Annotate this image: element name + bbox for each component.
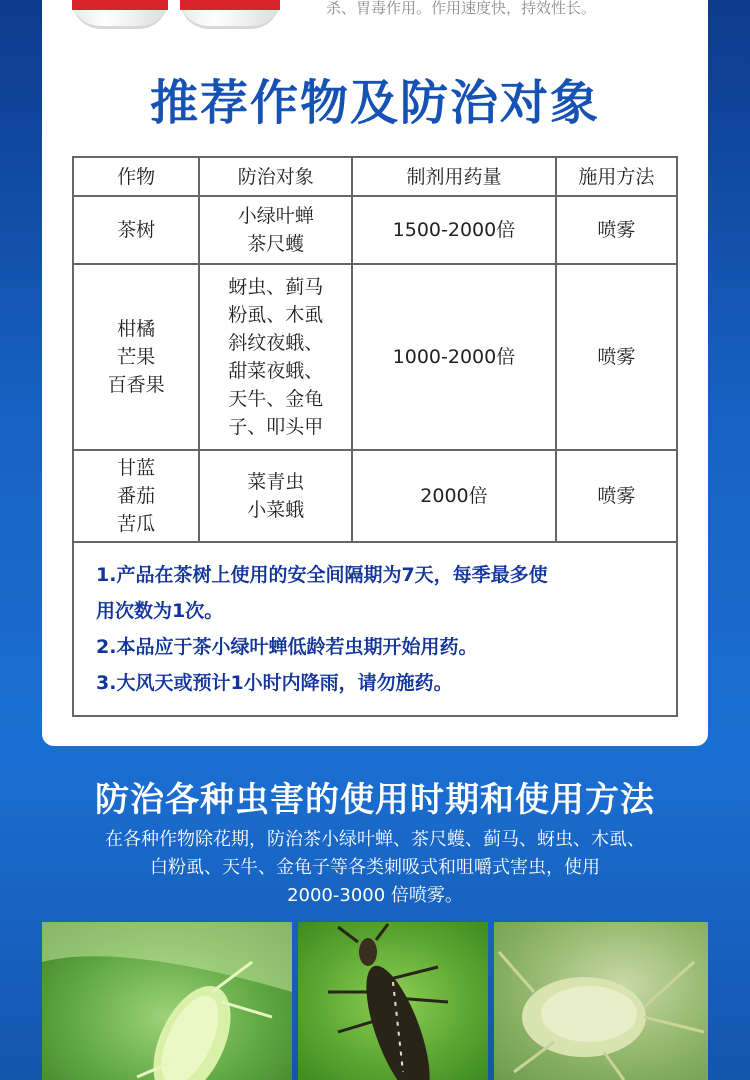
usage-line: 2000-3000 倍喷雾。 [287, 885, 463, 906]
header-crop: 作物 [73, 157, 199, 196]
cell-target: 蚜虫、蓟马 粉虱、木虱 斜纹夜蛾、 甜菜夜蛾、 天牛、金龟 子、叩头甲 [199, 264, 352, 450]
aphid-photo [494, 922, 708, 1080]
cell-method: 喷雾 [556, 196, 677, 264]
table-row [73, 196, 677, 264]
note-line: 2.本品应于茶小绿叶蝉低龄若虫期开始用药。 [96, 636, 478, 658]
notes-cell [73, 542, 677, 716]
table-row [73, 450, 677, 542]
cell-method: 喷雾 [556, 264, 677, 450]
product-bottles-image [72, 0, 282, 28]
note-line: 3.大风天或预计1小时内降雨，请勿施药。 [96, 672, 453, 694]
cell-dosage: 2000倍 [352, 450, 555, 542]
intro-tail-text: 杀、胃毒作用。作用速度快，持效性长。 [326, 0, 597, 17]
note-line: 1.产品在茶树上使用的安全间隔期为7天，每季最多使 [96, 564, 548, 586]
cell-dosage: 1000-2000倍 [352, 264, 555, 450]
cell-dosage: 1500-2000倍 [352, 196, 555, 264]
usage-line: 白粉虱、天牛、金龟子等各类刺吸式和咀嚼式害虫，使用 [150, 857, 600, 878]
usage-title: 防治各种虫害的使用时期和使用方法 [95, 780, 655, 820]
usage-description [40, 826, 710, 910]
header-dosage: 制剂用药量 [352, 157, 555, 196]
section-title: 推荐作物及防治对象 [149, 75, 600, 131]
cell-target: 小绿叶蝉 茶尺蠖 [199, 196, 352, 264]
header-target: 防治对象 [199, 157, 352, 196]
notes-row [73, 542, 677, 716]
bottle-left [72, 0, 168, 29]
cell-crop: 茶树 [73, 196, 199, 264]
note-line: 用次数为1次。 [96, 600, 224, 622]
table-row [73, 264, 677, 450]
dosage-table [72, 156, 678, 717]
cell-target: 菜青虫 小菜蛾 [199, 450, 352, 542]
thrips-photo [298, 922, 488, 1080]
table-header-row [73, 157, 677, 196]
cell-method: 喷雾 [556, 450, 677, 542]
usage-line: 在各种作物除花期，防治茶小绿叶蝉、茶尺蠖、蓟马、蚜虫、木虱、 [105, 829, 645, 850]
header-method: 施用方法 [556, 157, 677, 196]
bottle-right [180, 0, 280, 29]
cell-crop: 柑橘 芒果 百香果 [73, 264, 199, 450]
leafhopper-photo [42, 922, 292, 1080]
cell-crop: 甘蓝 番茄 苦瓜 [73, 450, 199, 542]
